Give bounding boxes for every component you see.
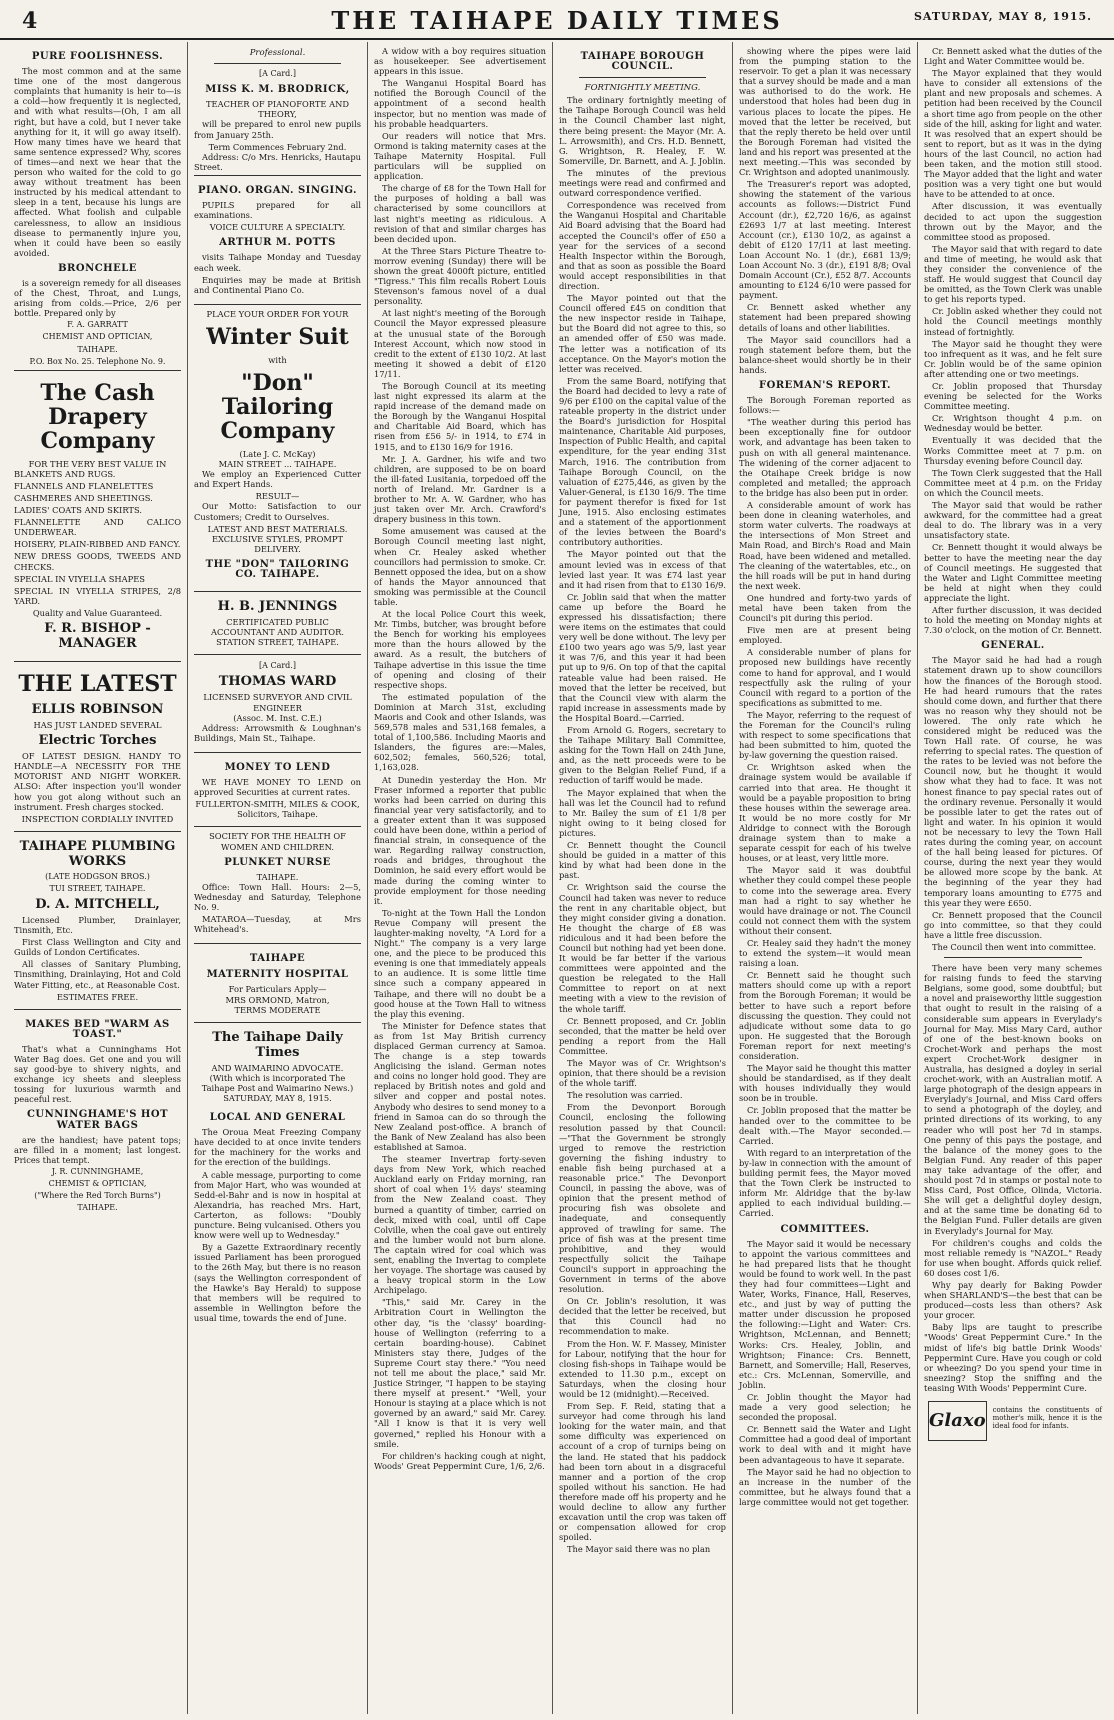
paragraph: The Mayor was of Cr. Wrightson's opinion, that there should be a revision of the whole tariff. bbox=[559, 1058, 726, 1089]
paragraph: To-night at the Town Hall the London Revue Company will present the laughter-making novelty, "A Lord for a Night." The company is a very large one, and the piece to be produced this evening is one that immediately appeals to an audience. It is some little time since such a company appeared in Taihape, and there will no doubt be a good house at the Town Hall to witness the play this evening. bbox=[374, 907, 546, 1019]
ad-name: PLUNKET NURSE bbox=[224, 856, 331, 868]
paragraph: From the same Board, notifying that the Board had decided to levy a rate of 9/6 per £100 on the capital value of the rateable property in the district under the Board's jurisdiction for Hospital maintenance, Charitable Aid purposes, Inspection of Public Health, and capital expenditure, for the year ending 31st March, 1916. The contribution from Taihape Borough Council, on the valuation of £275,446, as given by the Valuer-General, is £130 16/9. The time for payment therefor is fixed for 1st June, 1915. Also enclosing estimates and a statement of the apportionment of the levies between the Board's contributory authorities. bbox=[559, 375, 726, 548]
paragraph: is a sovereign remedy for all diseases of the Chest, Throat, and Lungs, arising from colds.—Price, 2/6 per bottle. Prepared only by bbox=[14, 277, 181, 319]
list-item: BLANKETS AND RUGS. bbox=[14, 468, 116, 479]
paragraph: Address: Arrowsmith & Loughnan's Buildings, Main St., Taihape. bbox=[194, 722, 361, 743]
column-5 bbox=[733, 42, 918, 1714]
ad-title: MONEY TO LEND bbox=[224, 761, 331, 773]
paragraph: That's what a Cunninghams Hot Water Bag does. Get one and you will say good-bye to shivery nights, and exchange icy sheets and sleepless tossing for luxurious warmth and peaceful rest. bbox=[14, 1043, 181, 1105]
divider bbox=[214, 63, 341, 64]
paragraph: "The weather during this period has been exceptionally fine for outdoor work, and advantage has been taken to push on with all general maintenance. The widening of the corner adjacent to the Otaihape Creek bridge is now completed and metalled; the approach to the bridge has also been put in order. bbox=[739, 417, 911, 498]
ad-title: MAKES BED "WARM AS TOAST." bbox=[25, 1018, 170, 1040]
section-label: Professional. bbox=[249, 48, 306, 58]
ad-note: ESTIMATES FREE. bbox=[56, 991, 139, 1002]
card-label: [A Card.] bbox=[259, 69, 296, 79]
paragraph: WE HAVE MONEY TO LEND on approved Securities at current rates. bbox=[194, 777, 361, 798]
paragraph: By a Gazette Extraordinary recently issued Parliament has been prorogued to the 26th May, but there is no reason (says the Wellington correspondent of the Hawke's Bay Herald) to suppose that members will be required to assemble in Wellington before the usual time, towards the end of June. bbox=[194, 1242, 361, 1323]
paragraph: Enquiries may be made at British and Continental Piano Co. bbox=[194, 274, 361, 295]
paragraph: All classes of Sanitary Plumbing, Tinsmithing, Drainlaying, Hot and Cold Water Fitting, etc., at Reasonable Cost. bbox=[14, 959, 181, 990]
column-4 bbox=[553, 42, 733, 1714]
signature-line: ("Where the Red Torch Burns") bbox=[34, 1191, 161, 1201]
paragraph: Our Motto: Satisfaction to our Customers; Credit to Ourselves. bbox=[194, 501, 361, 522]
glaxo-advertisement bbox=[924, 1395, 1102, 1441]
paragraph: The Oroua Meat Freezing Company have decided to at once invite tenders for the machinery for the works and for the erection of the buildings. bbox=[194, 1127, 361, 1168]
paragraph: Some amusement was caused at the Borough Council meeting last night, when Cr. Healey asked whether councillors had permission to smoke. Cr. Bennett opposed the idea, but on a show of hands the Mayor announced that smoking was permissible at the Council table. bbox=[374, 526, 546, 607]
paragraph: At the Three Stars Picture Theatre to-morrow evening (Sunday) there will be shown the great 4000ft picture, entitled "Tigress." This film recalls Robert Louis Stevenson's famous novel of a dual personality. bbox=[374, 245, 546, 307]
paragraph: The resolution was carried. bbox=[567, 1090, 683, 1101]
paragraph: From the Devonport Borough Council, enclosing the following resolution passed by that Council:—"That the Government be strongly urged to remove the restriction governing the fishing industry to enable fish being purchased at a reasonable price." The Devonport Council, in passing the above, was of opinion that the present method of procuring fish was obsolete and inadequate, and consequently approved of trawling for same. The price of fish was at the present time prohibitive, and they would respectfully solicit the Taihape Council's support in approaching the Government in terms of the above resolution. bbox=[559, 1102, 726, 1295]
ad-address: TAIHAPE. bbox=[256, 871, 299, 882]
article-subheading: FORTNIGHTLY MEETING. bbox=[584, 83, 701, 94]
paragraph: Cr. Bennett said the Water and Light Committee had a good deal of important work to deal with and it might have been advantageous to have it separate. bbox=[739, 1424, 911, 1465]
nameplate-sub: AND WAIMARINO ADVOCATE. bbox=[211, 1062, 344, 1073]
paragraph: The Treasurer's report was adopted, showing the statement of the various accounts as follows:—District Fund Account (dr.), £2,720 16/6, as against £2693 1/7 at last meeting. Interest Account (cr.), £130 10/2, as against a debit of £120 17/11 at last meeting. Loan Account No. 1 (dr.), £681 13/9; Loan Account No. 3 (dr.), £191 8/8; Oval Domain Account (Cr.), £52 8/7. Accounts amounting to £124 6/10 were passed for payment. bbox=[739, 179, 911, 301]
list-item: HOISERY, PLAIN-RIBBED AND FANCY. bbox=[14, 539, 181, 550]
paragraph: From Arnold G. Rogers, secretary to the Taihape Military Ball Committee, asking for the Town Hall on 24th June, and, as the nett proceeds were to be given to the Belgian Relief Fund, if a reduction of tariff would be made. bbox=[559, 725, 726, 786]
ad-note: VOICE CULTURE A SPECIALTY. bbox=[209, 222, 346, 233]
ad-tagline: PLACE YOUR ORDER FOR YOUR bbox=[206, 308, 349, 319]
article-heading: PURE FOOLISHNESS. bbox=[31, 51, 164, 62]
list-item: FLANNELETTE AND CALICO UNDERWEAR. bbox=[14, 517, 181, 538]
ad-title: SOCIETY FOR THE HEALTH OF WOMEN AND CHILDREN. bbox=[209, 831, 346, 852]
columns bbox=[8, 42, 1108, 1714]
ad-headline: Winter Suit bbox=[206, 323, 349, 350]
paragraph: At Dunedin yesterday the Hon. Mr Fraser informed a reporter that public works had been carried on during this financial year very satisfactorily, and to a greater extent than it was supposed could have been done, within a period of financial strain, in consequence of the war. Regarding railway construction, roads and bridges, throughout the Dominion, he said every effort would be made during the coming winter to provide employment for those needing it. bbox=[374, 774, 546, 906]
paragraph: The steamer Invertrap forty-seven days from New York, which reached Auckland early on Friday morning, ran short of coal when 1½ days' steaming from the New Zealand coast. They burned a quantity of timber, carried on deck, mixed with coal, until off Cape Colville, when the coal gave out entirely and the lumber would not burn alone. The captain wired for coal which was sent, enabling the Invertag to complete her voyage. The shortage was caused by a heavy tropical storm in the Low Archipelago. bbox=[374, 1154, 546, 1296]
paragraph: Cr. Bennett thought the Council should be guided in a matter of this kind by what had been done in the past. bbox=[559, 840, 726, 881]
ad-title: The Cash Drapery Company bbox=[40, 379, 155, 454]
paragraph: Five men are at present being employed. bbox=[739, 625, 911, 646]
ad-title: PIANO. ORGAN. SINGING. bbox=[197, 184, 358, 196]
advertisement-ellis-robinson bbox=[14, 661, 181, 828]
paragraph: One hundred and forty-two yards of metal have been taken from the Council's pit during this period. bbox=[739, 592, 911, 624]
paragraph: A widow with a boy requires situation as housekeeper. See advertisement appears in this issue. bbox=[374, 46, 546, 77]
paragraph: Cr. Bennett proposed that the Council go into committee, so that they could have a little free discussion. bbox=[924, 909, 1102, 940]
ad-title: LICENSED SURVEYOR AND CIVIL ENGINEER bbox=[203, 692, 352, 713]
column-6 bbox=[918, 42, 1108, 1714]
ad-title: TAIHAPE PLUMBING WORKS bbox=[19, 838, 176, 869]
list-item: SPECIAL IN VIYELLA SHAPES bbox=[14, 573, 145, 584]
paragraph: From Sep. F. Reid, stating that a surveyor had come through his land looking for the water main, and that some difficulty was experienced on account of a crop of turnips being on the land. He stated that his paddock had been torn about in a disgraceful manner and a portion of the crop spoiled without his sanction. He had therefore made off his property and he would decline to allow any further excavation until the crop was taken off or compensation allowed for crop spoiled. bbox=[559, 1401, 726, 1543]
paragraph: Cr. Wrightson thought 4 p.m. on Wednesday would be better. bbox=[924, 413, 1102, 434]
paragraph: Cr. Bennett asked what the duties of the Light and Water Committee would be. bbox=[924, 46, 1103, 67]
paragraph: The Mayor said he had had a rough statement drawn up to show councillors how the finances of the Borough stood. He had heard rumours that the rates should come down, and further that there was no reason why they should not be lowered. The only rate which he considered might be reduced was the Town Hall rate. Of course, he was referring to special rates. The question of the rates to be levied was not before the Council now, but he thought it would show what they had to face. It was not honest finance to pay special rates out of the ordinary revenue. Personally it would be possible later to get the rates out of light and water. In his opinion it would not be necessary to levy the Town Hall rates during the coming year, on account of the hall being leased for pictures. Of course, during the next year they would be allowed more scope by the bank. At the beginning of the year they had temporary loans amounting to £775 and this year they were £650. bbox=[924, 655, 1102, 908]
advertisement-surveyor bbox=[194, 654, 361, 749]
paragraph: The Mayor said it was doubtful whether they could compel these people to come into the sewerage area. Every man had a right to say whether he would have drainage or not. The Council could not connect them with the system without their consent. bbox=[739, 865, 911, 936]
signature-line: P.O. Box No. 25. Telephone No. 9. bbox=[29, 356, 166, 366]
paragraph: Baby lips are taught to prescribe "Woods' Great Peppermint Cure." In the midst of life's big battle Drink Woods' Peppermint Cure. Have you cough or cold or wheezing? Do you spend your time in sneezing? Stop the sniffing and the teasing With Woods' Peppermint Cure. bbox=[924, 1322, 1102, 1393]
paragraph: MATAROA—Tuesday, at Mrs Whitehead's. bbox=[194, 914, 361, 935]
ad-note: Term Commences February 2nd. bbox=[208, 141, 347, 152]
signature-line: CHEMIST AND OPTICIAN, bbox=[42, 332, 153, 342]
paragraph: are the handiest; have patent tops; are filled in a moment; last longest. Prices that tempt. bbox=[14, 1134, 181, 1165]
divider bbox=[944, 957, 1082, 958]
list-item: CASHMERES AND SHEETINGS. bbox=[14, 493, 153, 503]
product-heading: BRONCHELE bbox=[58, 262, 137, 274]
paragraph: A considerable number of plans for proposed new buildings have recently come to hand for approval, and I would respectfully ask the ruling of your Council with regard to a portion of the specifications as submitted to me. bbox=[739, 647, 911, 708]
paragraph: At last night's meeting of the Borough Council the Mayor expressed pleasure at the unusual state of the Borough Interest Account, which now stood in credit to the extent of £130 10/2. At last meeting it showed a debit of £120 17/11. bbox=[374, 308, 546, 379]
nameplate-title: The Taihape Daily Times bbox=[212, 1029, 343, 1060]
paragraph: The Minister for Defence states that as from 1st May British currency displaced German currency at Samoa. The change is a step towards Anglicising the island. German notes and coins no longer hold good. They are replaced by British notes and gold and silver and copper and postal notes. Anybody who desires to send money to a friend in Samoa can do so through the New Zealand post-office. A branch of the Bank of New Zealand has also been established at Samoa. bbox=[374, 1020, 546, 1152]
ad-note: INSPECTION CORDIALLY INVITED bbox=[21, 813, 174, 824]
signature-line: TAIHAPE. bbox=[77, 1203, 118, 1213]
divider bbox=[579, 77, 706, 78]
paragraph: From the Hon. W. F. Massey, Minister for Labour, notifying that the hour for closing fish-shops in Taihape would be extended to 11.30 p.m., except on Saturdays, when the closing hour would be 12 (midnight).—Received. bbox=[559, 1338, 726, 1399]
ad-name: THOMAS WARD bbox=[218, 674, 337, 690]
nameplate-note: (With which is incorporated The Taihape Post and Waimarino News.) bbox=[201, 1072, 354, 1093]
ad-note: Quality and Value Guaranteed. bbox=[32, 607, 163, 618]
paragraph: Cr. Healey said they hadn't the money to extend the system—it would mean raising a loan. bbox=[739, 937, 911, 969]
column-2 bbox=[188, 42, 368, 1714]
ad-title: CERTIFICATED PUBLIC ACCOUNTANT AND AUDITOR. bbox=[211, 617, 344, 638]
paragraph: For children's coughs and colds the most reliable remedy is "NAZOL." Ready for use when bought. Affords quick relief. 60 doses cost 1/6. bbox=[924, 1237, 1102, 1278]
paragraph: Cr. Joblin said that when the matter came up before the Board he expressed his dissatisfaction; there were items on the estimates that could very well be done without. The levy per £100 two years ago was 5/9, last year it was 7/6, and this year it had been put up to 9/6. On top of that the capital rateable value had been raised. He moved that the letter be received, but that the Council view with alarm the rapid increase in assessments made by the Hospital Board.—Carried. bbox=[559, 591, 726, 723]
advertisement-cash-drapery bbox=[14, 370, 181, 658]
advertisement-money bbox=[194, 752, 361, 823]
paragraph: The Borough Council at its meeting last night expressed its alarm at the rapid increase of the demand made on the Borough by the Wanganui Hospital and Charitable Aid Board, which has risen from £56 5/- in 1914, to £74 in 1915, and to £130 16/9 for 1916. bbox=[374, 381, 546, 452]
section-heading: LOCAL AND GENERAL bbox=[209, 1112, 346, 1124]
ad-address: STATION STREET, TAIHAPE. bbox=[216, 637, 339, 648]
paragraph: Cr. Wrightson asked when the drainage system would be available if carried into that area. He thought it would be a payable proposition to bring these houses within the sewerage area. It would be no more costly for Mr Aldridge to connect with the Borough drainage system than to make a separate cesspit for each of his twelve houses, or at least, very little more. bbox=[739, 762, 911, 864]
advertisement-maternity bbox=[194, 943, 361, 1018]
nameplate-date: SATURDAY, MAY 8, 1915. bbox=[223, 1093, 332, 1103]
paragraph: At the local Police Court this week, Mr. Timbs, butcher, was brought before the Bench for working his employees more than the hours allowed by the award. As a result, the butchers of Taihape advertise in this issue the time of opening and closing of their respective shops. bbox=[374, 609, 546, 690]
ad-subline: Solicitors, Taihape. bbox=[237, 809, 318, 820]
paragraph: Eventually it was decided that the Works Committee meet at 7 p.m. on Thursday evening before Council day. bbox=[924, 435, 1102, 466]
paragraph: The Mayor said that would be rather awkward, for the committee had a great deal to do. The library was in a very unsatisfactory state. bbox=[924, 500, 1102, 541]
newspaper-nameplate bbox=[194, 1022, 361, 1107]
paragraph: The Mayor said he had no objection to an increase in the number of the committee, but he always found that a large committee would not get together. bbox=[739, 1466, 911, 1507]
ad-proprietor: D. A. MITCHELL, bbox=[35, 896, 160, 912]
paragraph: The Mayor pointed out that the Council offered £45 on condition that the new inspector reside in Taihape, but the Board did not agree to this, so an amended offer of £50 was made. The letter was a notification of its acceptance. On the Mayor's motion the letter was received. bbox=[559, 293, 726, 374]
paragraph: Cr. Joblin proposed that the matter be handed over to the committee to be dealt with.—The Mayor seconded.—Carried. bbox=[739, 1105, 911, 1146]
glaxo-logo: Glaxo bbox=[928, 1401, 987, 1441]
paragraph: The Town Clerk suggested that the Hall Committee meet at 4 p.m. on the Friday on which the Council meets. bbox=[924, 467, 1102, 498]
paragraph: For children's hacking cough at night, Woods' Great Peppermint Cure, 1/6, 2/6. bbox=[374, 1450, 546, 1471]
ad-subline: HAS JUST LANDED SEVERAL bbox=[33, 720, 162, 731]
ad-name: MRS ORMOND, Matron, bbox=[225, 994, 330, 1005]
paragraph: will be prepared to enrol new pupils from January 25th. bbox=[194, 119, 361, 140]
paragraph: With regard to an interpretation of the by-law in connection with the amount of building permit fees, the Mayor moved that the Town Clerk be instructed to inform Mr. Aldridge that the by-law applied to each individual building.—Carried. bbox=[739, 1147, 911, 1219]
signature-line: CHEMIST & OPTICIAN, bbox=[48, 1179, 147, 1189]
ad-address: MAIN STREET ... TAIHAPE. bbox=[218, 459, 337, 470]
paragraph: A considerable amount of work has been done in cleaning waterholes, and storm water culverts. The roadways at the intersections of Mon Street and Main Road, and Birch's Road and Main Road, have been widened and metalled. The cleaning of the watertables, etc., on the hill roads will be put in hand during the next week. bbox=[739, 500, 911, 591]
paragraph: After discussion, it was eventually decided to act upon the suggestion thrown out by the Mayor, and the committee stood as proposed. bbox=[924, 201, 1102, 242]
paragraph: Cr. Joblin thought the Mayor had made a very good selection; he seconded the proposal. bbox=[739, 1392, 911, 1423]
paragraph: PUPILS prepared for all examinations. bbox=[194, 200, 361, 221]
ad-subline: (LATE HODGSON BROS.) bbox=[45, 871, 150, 881]
article-heading: TAIHAPE BOROUGH COUNCIL. bbox=[580, 51, 705, 73]
ad-company: THE "DON" TAILORING CO. TAIHAPE. bbox=[205, 558, 350, 580]
paragraph: After further discussion, it was decided to hold the meeting on Monday nights at 7.30 o'clock, on the motion of Cr. Bennett. bbox=[924, 604, 1102, 636]
paragraph: Licensed Plumber, Drainlayer, Tinsmith, Etc. bbox=[14, 914, 181, 936]
ad-name: MISS K. M. BRODRICK, bbox=[205, 84, 350, 96]
paragraph: There have been very many schemes for raising funds to feed the starving Belgians, some good, some doubtful; but a novel and praiseworthy little suggestion that ought to result in the raising of a considerable sum appears in Everylady's Journal for May. Miss Mary Card, author of one of the best-known books on Crochet-Work and perhaps the most expert Crochet-Work designer in Australia, has designed a doyley in serial crochet-work, with an Australian motif. A large photograph of the design appears in Everylady's Journal, and Miss Card offers to send a photograph of the doyley, and printed directions of its working, to any reader who will post her 7d in stamps. One penny of this pays the postage, and the balance of the money goes to the Belgian Fund. Any reader of this paper may take advantage of the offer, and should post 7d in stamps or postal note to Miss Card, Post Office, Olinda, Victoria. She will get a delightful doyley design, and at the same time be donating 6d to the Belgian Fund. Fuller details are given in Everylady's Journal for May. bbox=[924, 963, 1102, 1236]
paragraph: The Mayor explained that they would have to consider all extensions of the plant and new proposals and schemes. A petition had been received by the Council a short time ago from people on the other side of the hill, asking for light and water. It was resolved that an expert should be sent to report, but as it was in the dying hours of the last Council, no action had been taken, and the motion still stood. The Mayor added that the light and water position was a very tight one but would have to be attended to at once. bbox=[924, 68, 1102, 200]
ad-title: TAIHAPE bbox=[249, 953, 306, 965]
ad-item-list bbox=[14, 469, 181, 606]
ad-subline: TUI STREET, TAIHAPE. bbox=[49, 883, 146, 893]
paragraph: The charge of £8 for the Town Hall for the purposes of holding a ball was characterised by some councillors at last night's meeting as ridiculous. A revision of that and similar charges has been decided upon. bbox=[374, 183, 546, 244]
paragraph: Mr. J. A. Gardner, his wife and two children, are supposed to be on board the ill-fated Lusitania, torpedoed off the north of Ireland. Mr. Gardner is a brother to Mr. A. W. Gardner, who has just taken over Mr. Arch. Crawford's drapery business in this town. bbox=[374, 453, 546, 525]
paragraph: The minutes of the previous meetings were read and confirmed and outward correspondence verified. bbox=[559, 167, 726, 199]
ad-note: For Particulars Apply— bbox=[228, 984, 327, 995]
ad-name: FULLERTON-SMITH, MILES & COOK, bbox=[195, 799, 360, 810]
paragraph: The most common and at the same time one of the most dangerous complaints that humanity is heir to—is a cold—how frequently it is neglected, and with what results—(Oh, I am all right, but have a cold, but I never take anything for it, it will go away itself). How many times have we heard that same sentence expressed? Why, scores of times—and next we hear that the person who waited for the cold to go away without treatment has been instructed by his medical attendant to sleep in a tent, because his lungs are affected. What foolish and culpable carelessness, to allow an insidious disease to permanently injure you, when it could have been so easily avoided. bbox=[14, 66, 181, 258]
paragraph: The estimated population of the Dominion at March 31st, excluding Maoris and Cook and other Islands, was 569,578 males and 531,168 females, a total of 1,100,586. Including Maoris and Islanders, the figures are:—Males, 602,502; females, 560,526; total, 1,163,028. bbox=[374, 691, 546, 773]
paragraph: Cr. Joblin asked whether they could not hold the Council meetings monthly instead of fortnightly. bbox=[924, 306, 1102, 337]
paragraph: First Class Wellington and City and Guilds of London Certificates. bbox=[14, 937, 181, 958]
advertisement-music bbox=[194, 175, 361, 301]
list-item: LADIES' COATS AND SKIRTS. bbox=[14, 505, 142, 516]
paragraph: The Mayor said there was no plan bbox=[567, 1544, 711, 1555]
signature-line: F. A. GARRATT bbox=[67, 320, 128, 330]
ad-product: CUNNINGHAME'S HOT WATER BAGS bbox=[26, 1109, 169, 1131]
paragraph: visits Taihape Monday and Tuesday each week. bbox=[194, 252, 361, 273]
advertisement-plunket bbox=[194, 826, 361, 940]
paragraph: On Cr. Joblin's resolution, it was decided that the letter be received, but that this Council had no recommendation to make. bbox=[559, 1296, 726, 1337]
paragraph: The Council then went into committee. bbox=[932, 941, 1097, 952]
advertisement-plumbing bbox=[14, 831, 181, 1006]
section-heading: COMMITTEES. bbox=[780, 1223, 870, 1235]
ad-company: "Don" Tailoring Company bbox=[220, 369, 335, 444]
ad-title: TEACHER OF PIANOFORTE AND THEORY, bbox=[205, 99, 349, 120]
ad-manager: F. R. BISHOP - MANAGER bbox=[44, 621, 151, 652]
list-item: NEW DRESS GOODS, TWEEDS AND CHECKS. bbox=[14, 551, 181, 572]
issue-date: SATURDAY, MAY 8, 1915. bbox=[913, 10, 1092, 23]
ad-headline: THE LATEST bbox=[18, 671, 177, 698]
ad-note: TERMS MODERATE bbox=[234, 1004, 321, 1015]
paragraph: The Mayor explained that when the hall was let the Council had to refund to Mr. Bailey the sum of £1 1/8 per night owing to it being closed for pictures. bbox=[559, 787, 726, 838]
glaxo-tagline: contains the constituents of mother's milk, hence it is the ideal food for infants. bbox=[992, 1406, 1102, 1430]
signature-line: TAIHAPE. bbox=[77, 344, 118, 354]
list-item: SPECIAL IN VIYELLA STRIPES, 2/8 YARD. bbox=[14, 585, 181, 606]
ad-subline: (Late J. C. McKay) bbox=[239, 448, 316, 459]
advertisement-hot-water-bags bbox=[14, 1009, 181, 1220]
paragraph: We employ an Experienced Cutter and Expert Hands. bbox=[194, 469, 361, 490]
section-heading: GENERAL. bbox=[981, 640, 1045, 652]
advertisement-accountant bbox=[194, 591, 361, 651]
ad-name: H. B. JENNINGS bbox=[217, 599, 338, 615]
paragraph: Cr. Wrightson said the course the Council had taken was never to reduce the rent in any charitable object, but they might consider giving a donation. He thought the charge of £8 was ridiculous and it had been before the Council but nothing had yet been done. It would be far better if the various committees were appointed and the question be relegated to the Hall Committee to report on at next meeting with a view to the revision of the whole tariff. bbox=[559, 882, 726, 1014]
paragraph: The Mayor said he thought this matter should be standardised, as if they dealt with houses individually they would soon be in trouble. bbox=[739, 1063, 911, 1104]
card-label: [A Card.] bbox=[259, 661, 296, 671]
paragraph: The Mayor said it would be necessary to appoint the various committees and he had prepared lists that he thought would be found to work well. In the past they had four committees—Light and Water, Works, Finance, Hall, Reserves, etc., and just by way of putting the matter under discussion he proposed the following:—Light and Water: Crs. Wrightson, McLennan, and Bennett; Works: Crs. Healey, Joblin, and Wrightson; Finance: Crs. Bennett, Barnett, and Somerville; Hall, Reserves, etc.: Crs. McLennan, Somerville, and Joblin. bbox=[739, 1238, 911, 1390]
paragraph: Correspondence was received from the Wanganui Hospital and Charitable Aid Board advising that the Board had accepted the Council's offer of £50 a year for the services of a second Health Inspector within the Borough, and that as soon as possible the Board would accept responsibilities in that direction. bbox=[559, 200, 726, 291]
paragraph: The Mayor, referring to the request of the Foreman for the Council's ruling with respect to some specifications that had been submitted to him, quoted the by-law governing the question raised. bbox=[739, 709, 911, 761]
ad-note: RESULT— bbox=[255, 491, 300, 502]
ad-note: LATEST AND BEST MATERIALS. EXCLUSIVE STYLES, PROMPT DELIVERY. bbox=[207, 523, 348, 554]
paragraph: OF LATEST DESIGN. HANDY TO HANDLE—A NECESSITY FOR THE MOTORIST AND NIGHT WORKER. ALSO: After inspection you'll wonder how you got along without such an instrument. Fresh charges stocked. bbox=[14, 751, 181, 812]
paragraph: Why pay dearly for Baking Powder when SHARLAND'S—the best that can be produced—costs less than others? Ask your grocer. bbox=[924, 1279, 1102, 1321]
paragraph: The Mayor said that with regard to date and time of meeting, he would ask that they consider the convenience of the staff. He would suggest that Council day be omitted, as the Town Clerk was unable to get his reports typed. bbox=[924, 243, 1102, 305]
paragraph: Our readers will notice that Mrs. Ormond is taking maternity cases at the Taihape Maternity Hospital. Full particulars will be supplied on application. bbox=[374, 130, 546, 182]
masthead bbox=[0, 0, 1114, 40]
paragraph: The ordinary fortnightly meeting of the Taihape Borough Council was held in the Council Chamber last night, there being present: the Mayor (Mr. A. L. Arrowsmith), and Crs. H.D. Bennett, G. Wrightson, R. Healey, F. W. Somerville, Dr. Barnett, and A. J. Joblin. bbox=[559, 95, 726, 166]
paragraph: Cr. Bennett said he thought such matters should come up with a report from the Borough Foreman; it would be better to have such a report before discussing the question. They could not adjudicate without some data to go upon. He suggested that the Borough Foreman report for next meeting's consideration. bbox=[739, 970, 911, 1061]
column-3 bbox=[368, 42, 553, 1714]
ad-title: MATERNITY HOSPITAL bbox=[206, 969, 349, 981]
ad-product: Electric Torches bbox=[38, 733, 157, 749]
paragraph: The Mayor pointed out that the amount levied was in excess of that levied last year. It was £74 last year and it had risen from that to £130 16/9. bbox=[559, 549, 726, 590]
newspaper-title: THE TAIHAPE DAILY TIMES bbox=[331, 6, 783, 35]
paragraph: Cr. Bennett proposed, and Cr. Joblin seconded, that the matter be held over pending a report from the Hall Committee. bbox=[559, 1015, 726, 1056]
ad-tagline: FOR THE VERY BEST VALUE IN bbox=[28, 458, 167, 469]
paragraph: The Wanganui Hospital Board has notified the Borough Council of the appointment of a second health inspector, but no mention was made of his probable headquarters. bbox=[374, 78, 546, 129]
ad-connector: with bbox=[268, 354, 287, 365]
page-number: 4 bbox=[22, 8, 38, 34]
paragraph: The Mayor said councillors had a rough statement before them, but the balance-sheet would shortly be in their hands. bbox=[739, 334, 911, 375]
paragraph: Cr. Joblin proposed that Thursday evening be selected for the Works Committee meeting. bbox=[924, 381, 1102, 412]
ad-subline: (Assoc. M. Inst. C.E.) bbox=[233, 712, 322, 723]
advertisement-tailoring bbox=[194, 304, 361, 588]
paragraph: The Borough Foreman reported as follows:— bbox=[739, 395, 911, 416]
ad-name: ARTHUR M. POTTS bbox=[219, 237, 336, 249]
paragraph: A cable message, purporting to come from Major Hart, who was wounded at Sedd-el-Bahr and is now in hospital at Alexandria, has reached Mrs. Hart, Carterton, as follows: "Doubly puncture. Being vulcanised. Others you know were well up to Wednesday." bbox=[194, 1169, 361, 1241]
signature-line: J. R. CUNNINGHAME, bbox=[51, 1166, 144, 1176]
paragraph: "This," said Mr. Carey in the Arbitration Court in Wellington the other day, "is the 'classy' boarding-house of Wellington (referring to a certain boarding-house). Cabinet Ministers stay there, Judges of the Supreme Court stay there." "You need not tell me about the place," said Mr. Justice Stringer, "I happen to be staying there myself at present." "Well, your Honour is staying at a place which is not governed by an award," said Mr. Carey. "All I know is that it is very well governed," replied his Honour with a smile. bbox=[374, 1297, 546, 1449]
paragraph: Address: C/o Mrs. Henricks, Hautapu Street. bbox=[194, 151, 361, 172]
list-item: FLANNELS AND FLANELETTES bbox=[14, 480, 154, 491]
paragraph: Cr. Bennett thought it would always be better to have the meeting near the day of Council meetings. He suggested that the Water and Light Committee meeting be held at night when they could appreciate the light. bbox=[924, 542, 1102, 603]
paragraph: The Mayor said he thought they were too infrequent as it was, and he felt sure Cr. Joblin would be of the same opinion after attending one or two meetings. bbox=[924, 338, 1102, 379]
paragraph: Office: Town Hall. Hours: 2—5, Wednesday and Saturday, Telephone No. 9. bbox=[194, 881, 361, 912]
paragraph: showing where the pipes were laid from the pumping station to the reservoir. To get a plan it was necessary that a survey should be made and a man was authorised to do the work. He understood that holes had been dug in various places to locate the pipes. He moved that the letter be received, but that the reply thereto be held over until the Borough Foreman had visited the land and his report was presented at the next meeting.—This was seconded by Cr. Wrightson and adopted unanimously. bbox=[739, 46, 911, 178]
paragraph: Cr. Bennett asked whether any statement had been prepared showing details of loans and other liabilities. bbox=[739, 302, 911, 333]
section-heading: FOREMAN'S REPORT. bbox=[759, 380, 891, 391]
column-1 bbox=[8, 42, 188, 1714]
ad-merchant: ELLIS ROBINSON bbox=[31, 702, 164, 718]
